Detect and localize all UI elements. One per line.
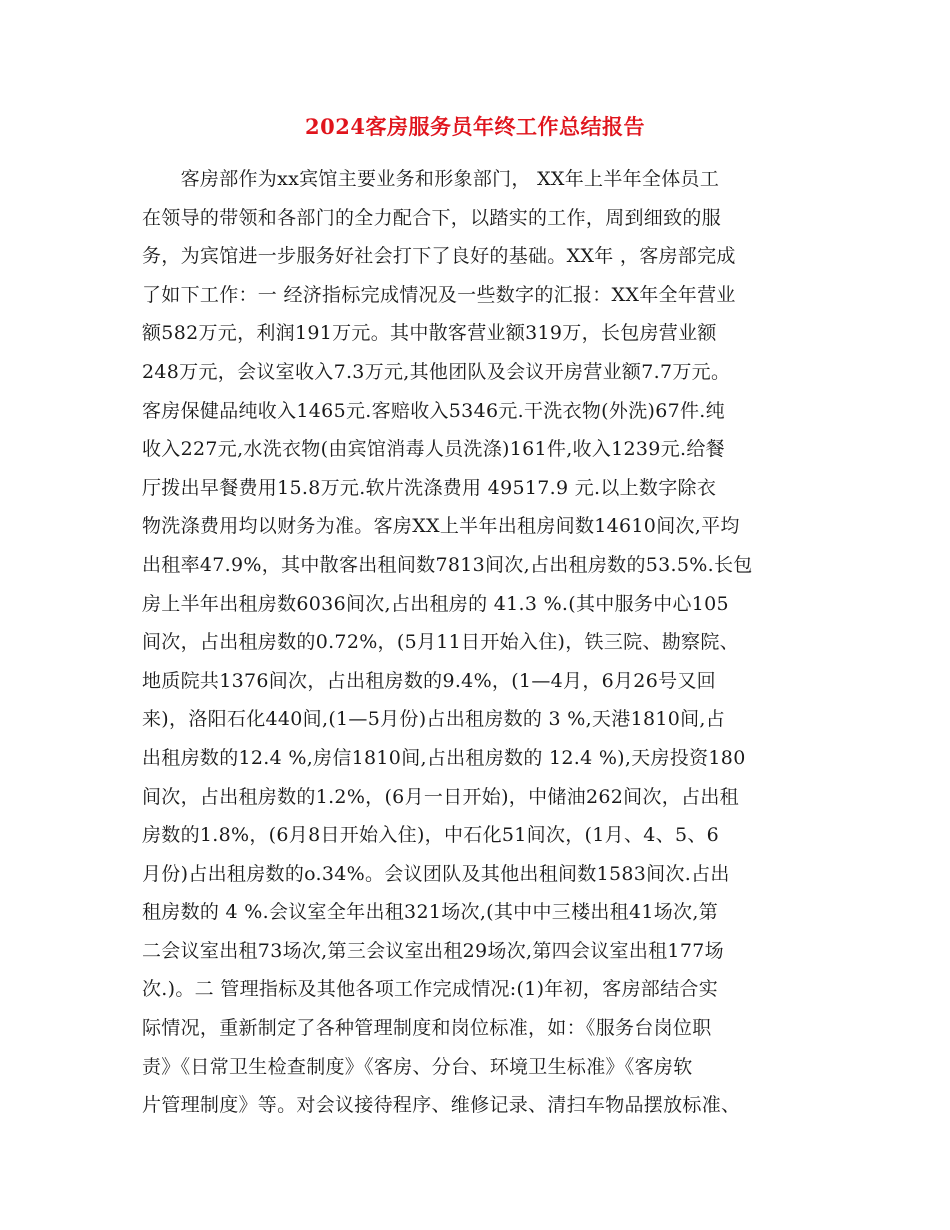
document-title: 2024客房服务员年终工作总结报告 <box>305 114 645 139</box>
body-line: 租房数的 4 %.会议室全年出租321场次,(其中中三楼出租41场次,第 <box>142 901 718 924</box>
body-line: 客房保健品纯收入1465元.客赔收入5346元.干洗衣物(外洗)67件.纯 <box>142 399 725 422</box>
body-line: 次.)。二 管理指标及其他各项工作完成情况:(1)年初，客房部结合实 <box>142 978 719 1001</box>
body-line: 地质院共1376间次，占出租房数的9.4%，(1—4月，6月26号又回 <box>142 669 716 692</box>
body-line: 厅拨出早餐费用15.8万元.软片洗涤费用 49517.9 元.以上数字除衣 <box>142 476 717 499</box>
body-line: 房数的1.8%，(6月8日开始入住)，中石化51间次，(1月、4、5、6 <box>142 824 720 847</box>
body-line: 二会议室出租73场次,第三会议室出租29场次,第四会议室出租177场 <box>142 939 724 962</box>
body-line: 间次，占出租房数的0.72%，(5月11日开始入住)，铁三院、勘察院、 <box>142 631 739 654</box>
body-line: 际情况，重新制定了各种管理制度和岗位标准，如：《服务台岗位职 <box>142 1017 712 1040</box>
body-line: 出租房数的12.4 %,房信1810间,占出租房数的 12.4 %),天房投资180 <box>142 746 746 769</box>
body-line: 间次，占出租房数的1.2%，(6月一日开始)，中储油262间次，占出租 <box>142 785 739 808</box>
body-line: 出租率47.9%，其中散客出租间数7813间次,占出租房数的53.5%.长包 <box>142 553 753 576</box>
body-line: 务，为宾馆进一步服务好社会打下了良好的基础。XX年 ，客房部完成 <box>142 245 736 268</box>
body-line: 物洗涤费用均以财务为准。客房XX上半年出租房间数14610间次,平均 <box>142 515 740 538</box>
body-line: 来)，洛阳石化440间,(1—5月份)占出租房数的 3 %,天港1810间,占 <box>142 708 726 731</box>
body-line: 了如下工作：一 经济指标完成情况及一些数字的汇报：XX年全年营业 <box>142 283 736 306</box>
document-body <box>142 160 812 1125</box>
body-line: 收入227元,水洗衣物(由宾馆消毒人员洗涤)161件,收入1239元.给餐 <box>142 438 725 461</box>
body-line: 月份)占出租房数的o.34%。会议团队及其他出租间数1583间次.占出 <box>142 862 730 885</box>
body-line: 额582万元，利润191万元。其中散客营业额319万，长包房营业额 <box>142 322 717 345</box>
body-line: 在领导的带领和各部门的全力配合下，以踏实的工作，周到细致的服 <box>142 206 722 229</box>
body-line: 248万元，会议室收入7.3万元,其他团队及会议开房营业额7.7万元。 <box>142 360 731 383</box>
body-line: 客房部作为xx宾馆主要业务和形象部门， XX年上半年全体员工 <box>142 168 720 190</box>
body-line: 责》《日常卫生检查制度》《客房、分台、环境卫生标准》《客房软 <box>142 1055 693 1078</box>
body-line: 片管理制度》等。对会议接待程序、维修记录、清扫车物品摆放标准、 <box>142 1094 741 1117</box>
body-line: 房上半年出租房数6036间次,占出租房的 41.3 %.(其中服务中心105 <box>142 592 729 615</box>
